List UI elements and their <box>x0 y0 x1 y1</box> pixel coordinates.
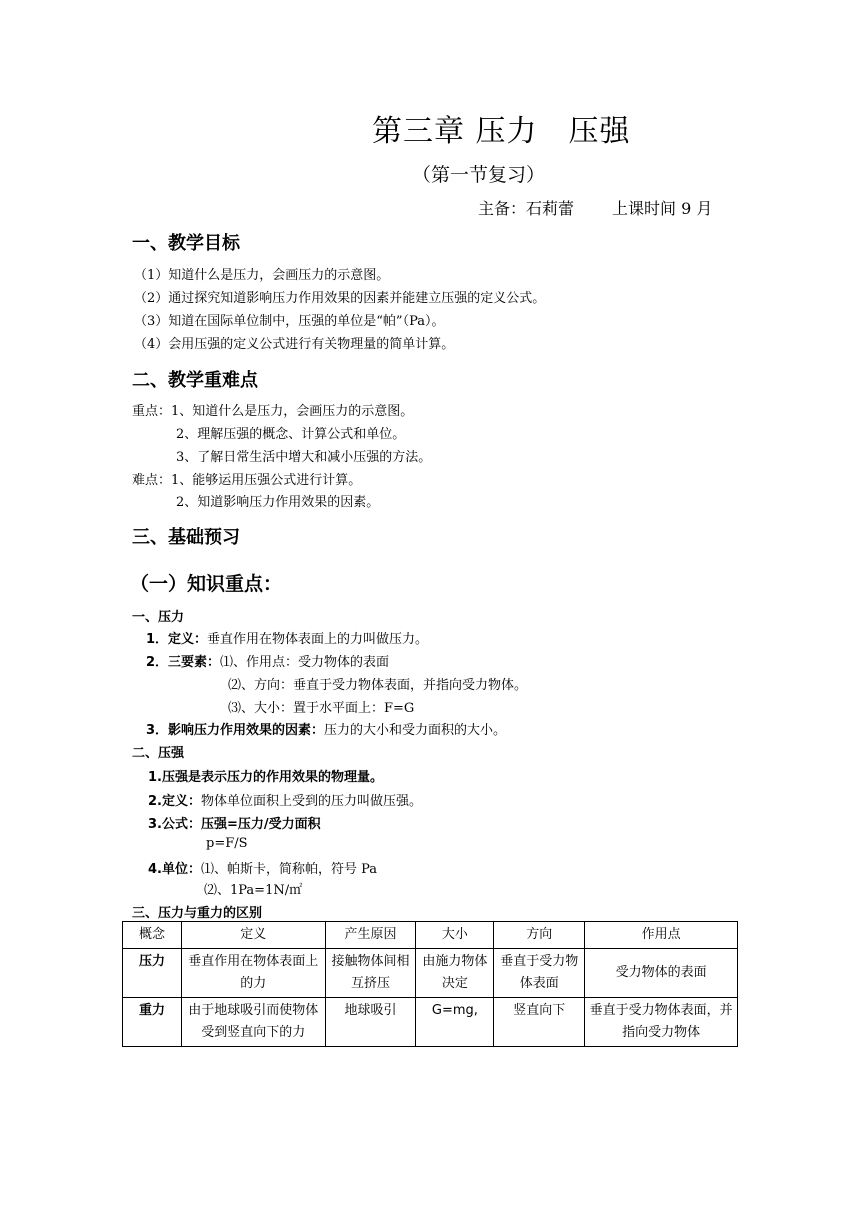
table-header-row <box>123 922 738 949</box>
subsection-heading: （一）知识重点： <box>130 573 283 595</box>
section-heading-preview: 三、基础预习 <box>132 527 240 548</box>
stress-heading: 二、压强 <box>132 746 185 761</box>
row-point: 垂直于受力物体表面，并指向受力物体 <box>585 998 738 1047</box>
row-direction: 竖直向下 <box>494 998 585 1047</box>
column-header: 定义 <box>181 922 325 949</box>
row-concept: 压力 <box>123 949 182 998</box>
row-definition: 垂直作用在物体表面上的力 <box>181 949 325 998</box>
difficult-item: 2、知道影响压力作用效果的因素。 <box>176 495 380 510</box>
row-cause: 地球吸引 <box>325 998 416 1047</box>
page-subtitle: （第一节复习） <box>412 164 546 186</box>
pressure-elements-label: 2．三要素： <box>146 655 221 670</box>
pressure-heading: 一、压力 <box>132 610 185 625</box>
comparison-table <box>122 921 738 1047</box>
row-size: 由施力物体决定 <box>416 949 494 998</box>
objective-item: （4）会用压强的定义公式进行有关物理量的简单计算。 <box>134 337 455 352</box>
author-name: 主备：石莉蕾 <box>478 199 575 218</box>
row-direction: 垂直于受力物体表面 <box>494 949 585 998</box>
pressure-factor-text: 压力的大小和受力面积的大小。 <box>324 723 507 738</box>
stress-def-text: 物体单位面积上受到的压力叫做压强。 <box>200 794 422 809</box>
author-line <box>478 196 712 219</box>
table-row <box>123 949 738 998</box>
column-header: 方向 <box>494 922 585 949</box>
stress-formula: p=F/S <box>206 836 248 851</box>
pressure-def-label: 1．定义： <box>146 632 208 647</box>
stress-formula-label: 3.公式：压强=压力/受力面积 <box>148 817 321 832</box>
difficult-point-row <box>132 469 361 488</box>
pressure-elements <box>146 651 389 670</box>
key-label: 重点： <box>132 404 172 419</box>
pressure-element: ⑴、作用点：受力物体的表面 <box>220 655 390 670</box>
pressure-definition <box>146 628 428 647</box>
key-item: 1、知道什么是压力，会画压力的示意图。 <box>171 404 414 419</box>
pressure-def-text: 垂直作用在物体表面上的力叫做压力。 <box>207 632 429 647</box>
row-size: G=mg, <box>416 998 494 1047</box>
stress-definition <box>148 790 422 809</box>
pressure-element: ⑵、方向：垂直于受力物体表面，并指向受力物体。 <box>228 678 528 693</box>
row-cause: 接触物体间相互挤压 <box>325 949 416 998</box>
objective-item: （1）知道什么是压力，会画压力的示意图。 <box>134 268 390 283</box>
section-heading-objectives: 一、教学目标 <box>132 233 240 254</box>
column-header: 概念 <box>123 922 182 949</box>
row-point: 受力物体的表面 <box>585 949 738 998</box>
page-title: 第三章 压力 压强 <box>372 114 631 149</box>
pressure-element: ⑶、大小：置于水平面上：F=G <box>228 701 415 716</box>
key-item: 3、了解日常生活中增大和减小压强的方法。 <box>176 450 432 465</box>
row-concept: 重力 <box>123 998 182 1047</box>
stress-unit-2: ⑵、1Pa=1N/㎡ <box>204 883 303 898</box>
difficult-item: 1、能够运用压强公式进行计算。 <box>171 473 362 488</box>
stress-item-1: 1.压强是表示压力的作用效果的物理量。 <box>148 770 383 785</box>
row-definition: 由于地球吸引而使物体受到竖直向下的力 <box>181 998 325 1047</box>
objective-item: （3）知道在国际单位制中，压强的单位是“帕”（Pa）。 <box>134 314 445 329</box>
table-row <box>123 998 738 1047</box>
class-schedule: 上课时间 9 月 <box>612 199 713 218</box>
stress-unit-label: 4.单位： <box>148 862 201 877</box>
stress-unit <box>148 858 377 877</box>
column-header: 产生原因 <box>325 922 416 949</box>
stress-unit-1: ⑴、帕斯卡，简称帕，符号 Pa <box>200 862 378 877</box>
stress-def-label: 2.定义： <box>148 794 201 809</box>
comparison-heading: 三、压力与重力的区别 <box>132 906 263 921</box>
pressure-factor <box>146 719 506 738</box>
column-header: 作用点 <box>585 922 738 949</box>
pressure-factor-label: 3．影响压力作用效果的因素： <box>146 723 325 738</box>
key-point-row <box>132 400 413 419</box>
difficult-label: 难点： <box>132 473 172 488</box>
column-header: 大小 <box>416 922 494 949</box>
key-item: 2、理解压强的概念、计算公式和单位。 <box>176 427 406 442</box>
objective-item: （2）通过探究知道影响压力作用效果的因素并能建立压强的定义公式。 <box>134 291 546 306</box>
section-heading-key-points: 二、教学重难点 <box>132 370 258 391</box>
